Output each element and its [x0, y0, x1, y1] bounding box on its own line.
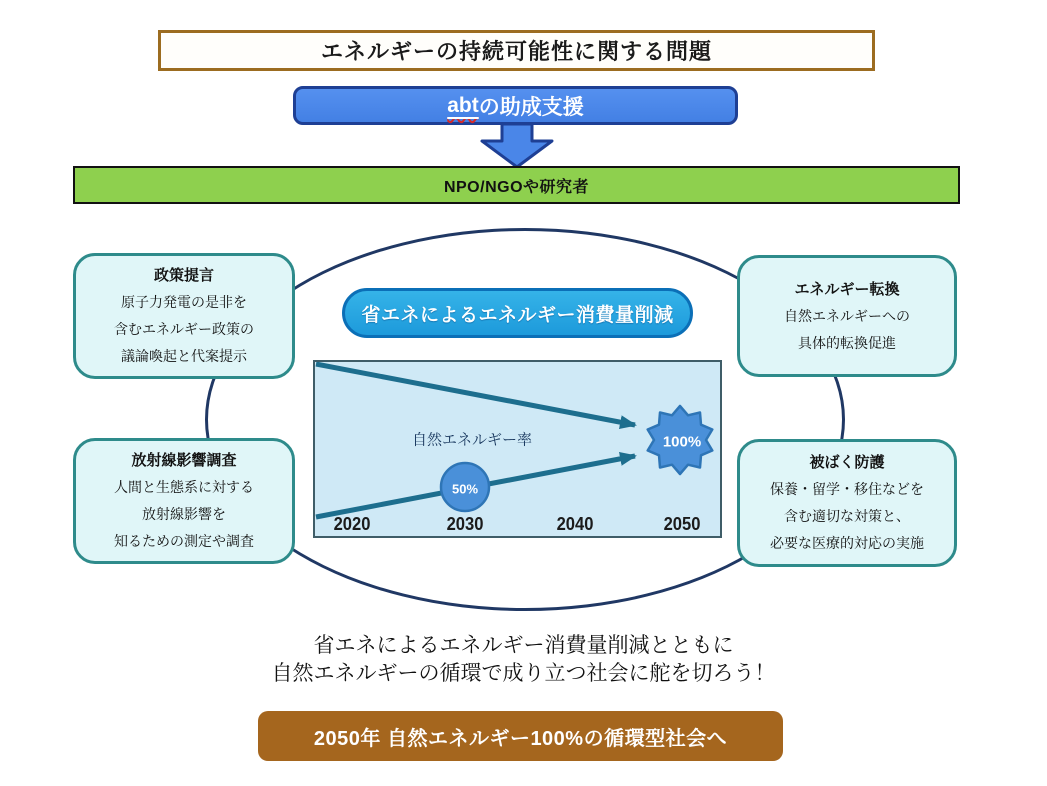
box-exposure-protection-line: 必要な医療的対応の実施	[770, 535, 924, 551]
year-label-2050: 2050	[663, 514, 701, 534]
down-arrow-icon	[472, 122, 562, 170]
recipients-label: NPO/NGOや研究者	[443, 178, 590, 196]
closing-message-line: 自然エネルギーの循環で成り立つ社会に舵を切ろう！	[271, 662, 776, 685]
year-label-2040: 2040	[556, 514, 594, 534]
declining-arrow	[316, 364, 635, 425]
marker-50pct-label: 50%	[451, 481, 479, 497]
box-policy-line: 議論喚起と代案提示	[121, 348, 247, 364]
energy-saving-pill-label: 省エネによるエネルギー消費量削減	[361, 304, 674, 326]
box-policy-title: 政策提言	[153, 267, 214, 284]
box-energy-conversion	[737, 255, 957, 377]
goal-banner	[258, 711, 783, 761]
grant-suffix: の助成支援	[478, 95, 584, 119]
page-title-box	[158, 30, 875, 71]
box-energy-conversion-line: 具体的転換促進	[798, 334, 896, 351]
marker-100pct-label: 100%	[662, 433, 702, 451]
box-policy	[73, 253, 295, 379]
recipients-banner	[73, 166, 960, 204]
box-energy-conversion-line: 自然エネルギーへの	[784, 307, 910, 324]
grant-org: abt	[447, 93, 479, 117]
chart-title: 自然エネルギー率	[411, 431, 533, 449]
box-radiation-survey	[73, 438, 295, 564]
year-label-2020: 2020	[333, 514, 371, 534]
grant-support-banner	[293, 86, 738, 125]
closing-message	[0, 632, 1047, 688]
energy-transition-chart	[313, 360, 722, 538]
closing-message-line: 省エネによるエネルギー消費量削減とともに	[313, 634, 734, 657]
box-radiation-survey-line: 人間と生態系に対する	[114, 479, 254, 495]
energy-saving-pill	[342, 288, 693, 338]
year-label-2030: 2030	[446, 514, 484, 534]
box-radiation-survey-line: 放射線影響を	[142, 506, 226, 522]
box-policy-line: 含むエネルギー政策の	[114, 321, 254, 337]
box-exposure-protection-line: 保養・留学・移住などを	[770, 481, 924, 497]
box-exposure-protection-line: 含む適切な対策と、	[784, 508, 910, 524]
box-policy-line: 原子力発電の是非を	[121, 294, 247, 310]
goal-label: 2050年 自然エネルギー100%の循環型社会へ	[313, 727, 728, 750]
box-exposure-protection-title: 被ばく防護	[809, 454, 885, 471]
box-radiation-survey-line: 知るための測定や調査	[114, 533, 254, 549]
box-radiation-survey-title: 放射線影響調査	[131, 452, 237, 469]
box-energy-conversion-title: エネルギー転換	[794, 280, 900, 298]
page-title: エネルギーの持続可能性に関する問題	[320, 39, 712, 64]
box-exposure-protection	[737, 439, 957, 567]
